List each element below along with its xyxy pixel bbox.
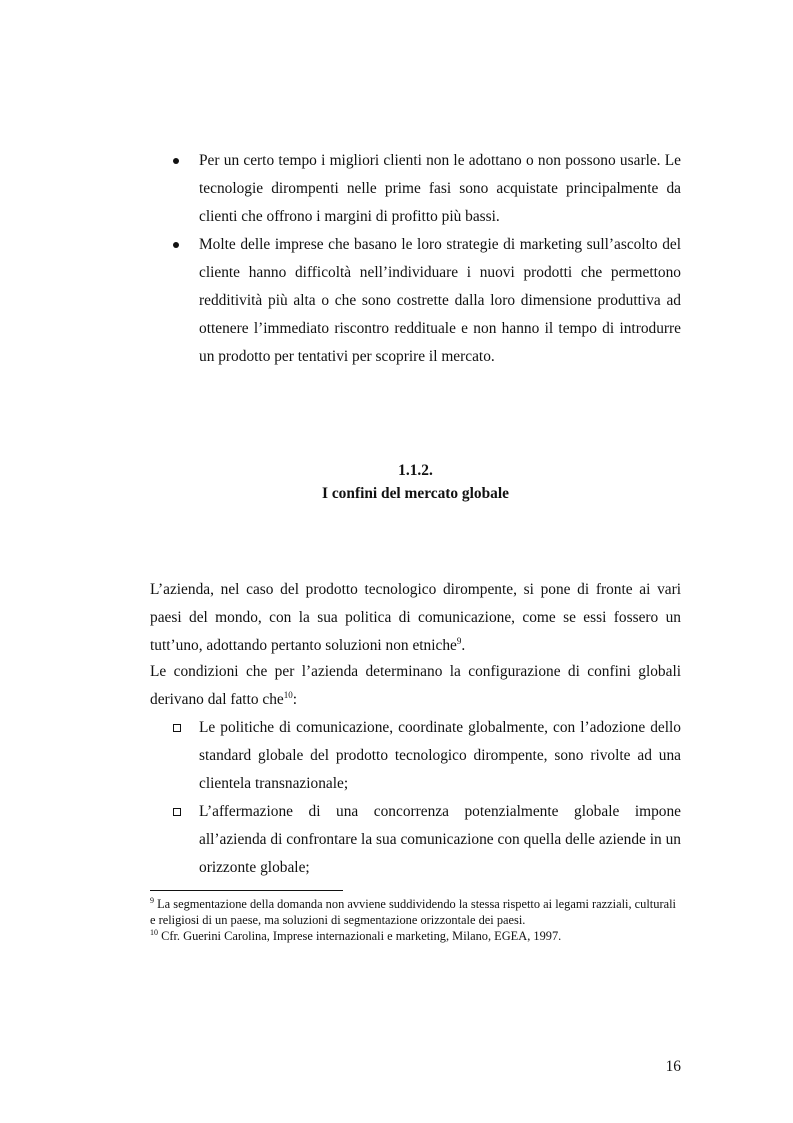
bullet-text: Per un certo tempo i migliori clienti non le adottano o non possono usarle. Le tecnologie dirompenti nelle prime fasi sono acquistate principalmente da clienti che offrono i margini di profitto più bassi. xyxy=(199,152,681,225)
footnotes xyxy=(150,896,681,944)
footnote xyxy=(150,896,681,928)
paragraph xyxy=(150,658,681,714)
bullet-list-top xyxy=(171,147,681,371)
footnote xyxy=(150,928,681,944)
bullet-list-bottom xyxy=(171,714,681,882)
paragraph-text: L’azienda, nel caso del prodotto tecnologico dirompente, si pone di fronte ai vari paesi del mondo, con la sua politica di comunicazione, come se essi fossero un tutt’uno, adottando pertanto soluzioni non etniche xyxy=(150,581,681,654)
footnote-text: La segmentazione della domanda non avviene suddividendo la stessa rispetto ai legami razziali, culturali e religiosi di un paese, ma soluzioni di segmentazione orizzontale dei paesi. xyxy=(150,897,676,927)
footnote-reference[interactable]: 9 xyxy=(456,635,462,646)
paragraph-end: : xyxy=(292,691,298,708)
paragraph xyxy=(150,576,681,660)
list-item xyxy=(171,147,681,231)
bullet-square-icon xyxy=(173,714,187,732)
footnote-text: Cfr. Guerini Carolina, Imprese internazionali e marketing, Milano, EGEA, 1997. xyxy=(158,929,562,943)
section-title: I confini del mercato globale xyxy=(322,485,509,502)
paragraph-end: . xyxy=(461,637,466,654)
footnote-number: 9 xyxy=(150,895,154,905)
section-heading xyxy=(150,459,681,505)
footnote-separator xyxy=(150,890,343,891)
paragraph-text: Le condizioni che per l’azienda determinano la configurazione di confini globali derivano dal fatto che xyxy=(150,663,681,708)
section-number: 1.1.2. xyxy=(398,462,433,479)
footnote-reference[interactable]: 10 xyxy=(283,689,293,700)
bullet-text: Molte delle imprese che basano le loro strategie di marketing sull’ascolto del cliente hanno difficoltà nell’individuare i nuovi prodotti che permettono redditività più alta o che sono costrette dalla loro dimensione produttiva ad ottenere l’immediato riscontro reddituale e non hanno il tempo di introdurre un prodotto per tentativi per scoprire il mercato. xyxy=(199,236,681,365)
bullet-dot-icon xyxy=(173,231,187,248)
list-item xyxy=(171,714,681,798)
bullet-text: Le politiche di comunicazione, coordinate globalmente, con l’adozione dello standard globale del prodotto tecnologico dirompente, sono rivolte ad una clientela transnazionale; xyxy=(199,719,681,792)
bullet-text: L’affermazione di una concorrenza potenzialmente globale impone all’azienda di confrontare la sua comunicazione con quella delle aziende in un orizzonte globale; xyxy=(199,803,681,876)
list-item xyxy=(171,798,681,882)
bullet-square-icon xyxy=(173,798,187,816)
bullet-dot-icon xyxy=(173,147,187,164)
footnote-number: 10 xyxy=(150,927,158,937)
list-item xyxy=(171,231,681,371)
page-number: 16 xyxy=(665,1058,681,1075)
